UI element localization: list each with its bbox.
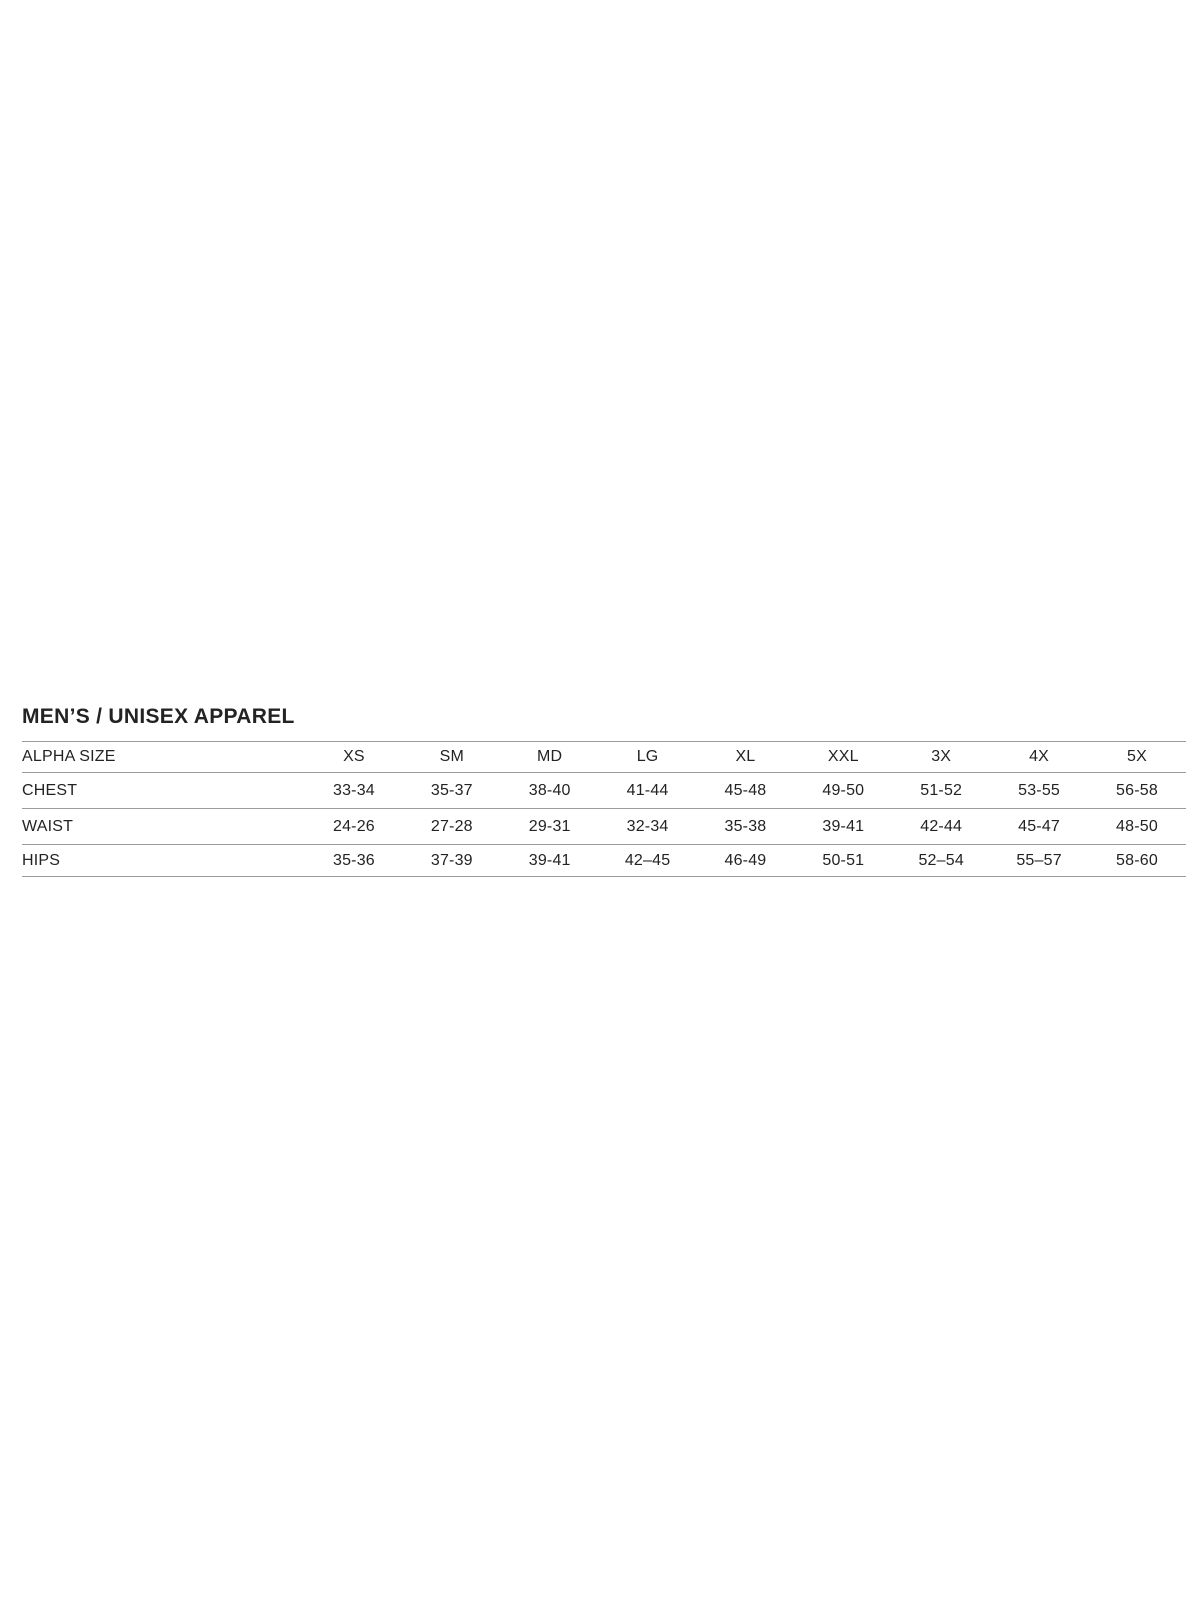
measurement-cell: 39-41 bbox=[822, 817, 865, 835]
measurement-cell: 37-39 bbox=[430, 851, 473, 869]
measurement-cell: 52–54 bbox=[918, 851, 964, 869]
size-chart-section bbox=[22, 704, 1186, 877]
table-header-row bbox=[22, 742, 1186, 773]
measurement-cell: 48-50 bbox=[1116, 817, 1158, 835]
column-header-xs: XS bbox=[343, 748, 365, 765]
measurement-cell: 42–45 bbox=[624, 851, 671, 869]
table-row-chest bbox=[22, 773, 1186, 809]
column-header-xxl: XXL bbox=[827, 748, 859, 765]
measurement-cell: 35-37 bbox=[430, 781, 473, 799]
measurement-cell: 29-31 bbox=[528, 817, 571, 835]
measurement-cell: 46-49 bbox=[724, 851, 767, 869]
row-label: WAIST bbox=[22, 817, 74, 835]
size-chart-title: MEN’S / UNISEX APPAREL bbox=[22, 705, 295, 728]
measurement-cell: 51-52 bbox=[920, 781, 963, 799]
row-label: HIPS bbox=[22, 851, 61, 869]
measurement-cell: 32-34 bbox=[626, 817, 669, 835]
table-row-waist bbox=[22, 809, 1186, 845]
measurement-cell: 27-28 bbox=[430, 817, 473, 835]
column-header-4x: 4X bbox=[1029, 748, 1050, 765]
column-header-alpha-size: ALPHA SIZE bbox=[22, 748, 116, 765]
measurement-cell: 55–57 bbox=[1016, 851, 1062, 869]
measurement-cell: 24-26 bbox=[332, 817, 375, 835]
column-header-sm: SM bbox=[439, 748, 465, 765]
measurement-cell: 35-36 bbox=[332, 851, 375, 869]
column-header-xl: XL bbox=[735, 748, 756, 765]
column-header-5x: 5X bbox=[1127, 748, 1147, 765]
row-label: CHEST bbox=[22, 781, 78, 799]
column-header-3x: 3X bbox=[931, 748, 952, 765]
measurement-cell: 42-44 bbox=[920, 817, 963, 835]
size-chart-table bbox=[22, 741, 1186, 877]
measurement-cell: 38-40 bbox=[528, 781, 571, 799]
measurement-cell: 53-55 bbox=[1018, 781, 1061, 799]
table-row-hips bbox=[22, 845, 1186, 877]
measurement-cell: 49-50 bbox=[822, 781, 865, 799]
measurement-cell: 45-48 bbox=[724, 781, 767, 799]
measurement-cell: 45-47 bbox=[1018, 817, 1061, 835]
measurement-cell: 39-41 bbox=[528, 851, 571, 869]
column-header-md: MD bbox=[537, 748, 563, 765]
measurement-cell: 35-38 bbox=[724, 817, 767, 835]
column-header-lg: LG bbox=[636, 748, 659, 765]
measurement-cell: 33-34 bbox=[332, 781, 375, 799]
measurement-cell: 50-51 bbox=[822, 851, 865, 869]
measurement-cell: 58-60 bbox=[1116, 851, 1158, 869]
measurement-cell: 41-44 bbox=[626, 781, 669, 799]
measurement-cell: 56-58 bbox=[1116, 781, 1158, 799]
